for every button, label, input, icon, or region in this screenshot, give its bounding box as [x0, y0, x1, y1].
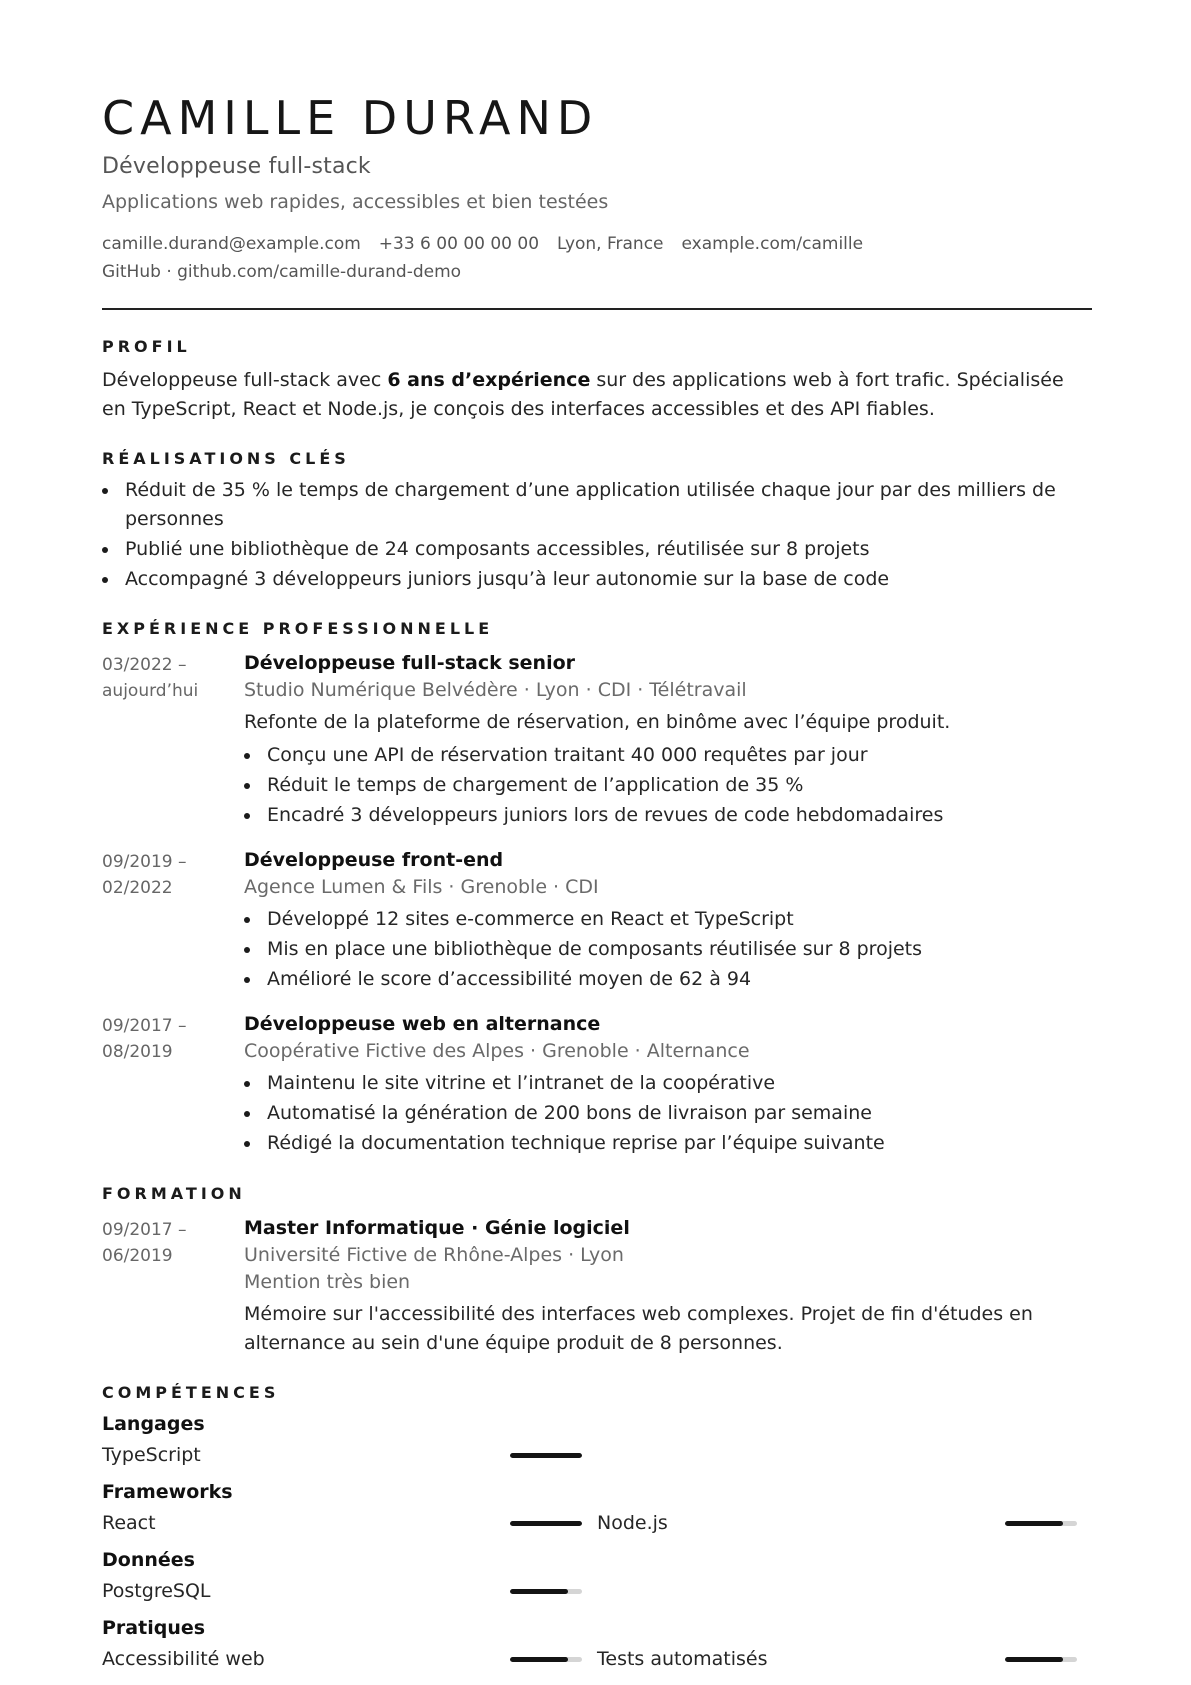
entry-description: Refonte de la plateforme de réservation, en binôme avec l’équipe produit. — [244, 711, 951, 733]
skill-group — [102, 1546, 1092, 1608]
skill-level-bar — [510, 1521, 582, 1526]
section-realisations — [102, 448, 1092, 594]
skill-category: Langages — [102, 1413, 205, 1435]
skill-item — [597, 1512, 1092, 1534]
skill-level-bar — [510, 1589, 582, 1594]
entry-body — [244, 650, 1092, 831]
entry-bullets — [244, 741, 1092, 830]
skill-level-fill — [1005, 1521, 1063, 1526]
skill-level-fill — [1005, 1657, 1063, 1662]
skill-row — [102, 1438, 1092, 1472]
skill-item — [597, 1648, 1092, 1670]
date-end: 02/2022 — [102, 878, 173, 898]
skill-name: React — [102, 1512, 156, 1534]
list-item: Maintenu le site vitrine et l’intranet de la coopérative — [244, 1069, 1092, 1098]
entry-dates — [102, 1011, 244, 1159]
list-item: Développé 12 sites e-commerce en React et TypeScript — [244, 905, 1092, 934]
list-item: Publié une bibliothèque de 24 composants accessibles, réutilisée sur 8 projets — [102, 535, 1092, 564]
skill-item — [102, 1648, 597, 1670]
school-name: Université Fictive de Rhône-Alpes · Lyon — [244, 1244, 624, 1266]
list-item: Réduit de 35 % le temps de chargement d’une application utilisée chaque jour par des milliers de personnes — [102, 476, 1092, 534]
skill-name: Node.js — [597, 1512, 668, 1534]
skill-level-bar — [510, 1453, 582, 1458]
list-item: Mis en place une bibliothèque de composants réutilisée sur 8 projets — [244, 935, 1092, 964]
section-competences — [102, 1382, 1092, 1676]
skill-group — [102, 1410, 1092, 1472]
skill-name: Tests automatisés — [597, 1648, 768, 1670]
section-formation — [102, 1183, 1092, 1358]
list-item: Amélioré le score d’accessibilité moyen de 62 à 94 — [244, 965, 1092, 994]
job-title: Développeuse full-stack — [102, 154, 371, 179]
skill-name: TypeScript — [102, 1444, 201, 1466]
section-experience — [102, 618, 1092, 1159]
skill-category: Données — [102, 1549, 195, 1571]
header-divider — [102, 308, 1092, 310]
experience-entry — [102, 1011, 1092, 1159]
contact-info — [102, 230, 1092, 286]
section-profil — [102, 336, 1092, 424]
skill-level-fill — [510, 1453, 582, 1458]
skill-level-fill — [510, 1657, 568, 1662]
profil-text-end: sur des applications web à fort trafic. Spécialisée en TypeScript, React et Node.js, je conçois des interfaces accessibles et des API fiables. — [102, 369, 1064, 420]
contact-location: Lyon, France — [557, 234, 664, 254]
date-start: 09/2017 – — [102, 1220, 187, 1240]
skill-group — [102, 1614, 1092, 1676]
formation-description: Mémoire sur l'accessibilité des interfaces web complexes. Projet de fin d'études en alternance au sein d'une équipe produit de 8 personnes. — [244, 1303, 1033, 1354]
skill-category: Pratiques — [102, 1617, 206, 1639]
skill-row — [102, 1574, 1092, 1608]
entry-body — [244, 1011, 1092, 1159]
contact-phone[interactable]: +33 6 00 00 00 00 — [378, 234, 540, 254]
list-item: Réduit le temps de chargement de l’application de 35 % — [244, 771, 1092, 800]
section-title-realisations: RÉALISATIONS CLÉS — [102, 449, 350, 468]
skill-level-bar — [1005, 1521, 1077, 1526]
skill-item — [102, 1444, 612, 1466]
skill-item — [102, 1580, 612, 1602]
entry-dates — [102, 847, 244, 995]
skill-name: Accessibilité web — [102, 1648, 265, 1670]
section-title-formation: FORMATION — [102, 1184, 246, 1203]
entry-meta: Studio Numérique Belvédère · Lyon · CDI · Télétravail — [244, 679, 747, 701]
date-end: 06/2019 — [102, 1246, 173, 1266]
skill-level-bar — [510, 1657, 582, 1662]
entry-title: Développeuse front-end — [244, 849, 504, 871]
profil-highlight: 6 ans d’expérience — [387, 369, 591, 391]
section-title-profil: PROFIL — [102, 337, 191, 356]
skill-level-fill — [510, 1589, 568, 1594]
entry-dates — [102, 650, 244, 831]
skill-category: Frameworks — [102, 1481, 233, 1503]
skill-level-fill — [510, 1521, 582, 1526]
entry-dates — [102, 1215, 244, 1358]
skill-row — [102, 1642, 1092, 1676]
candidate-name: CAMILLE DURAND — [102, 91, 599, 145]
skill-name: PostgreSQL — [102, 1580, 211, 1602]
section-title-experience: EXPÉRIENCE PROFESSIONNELLE — [102, 619, 494, 638]
skill-level-bar — [1005, 1657, 1077, 1662]
entry-meta: Coopérative Fictive des Alpes · Grenoble · Alternance — [244, 1040, 750, 1062]
date-start: 09/2019 – — [102, 852, 187, 872]
profil-text-start: Développeuse full-stack avec — [102, 369, 388, 391]
entry-bullets — [244, 1069, 1092, 1158]
entry-body — [244, 847, 1092, 995]
list-item: Encadré 3 développeurs juniors lors de revues de code hebdomadaires — [244, 801, 1092, 830]
date-start: 03/2022 – — [102, 655, 187, 675]
date-end: aujourd’hui — [102, 681, 199, 701]
profil-text — [102, 366, 1092, 424]
skill-item — [102, 1512, 597, 1534]
entry-bullets — [244, 905, 1092, 994]
date-start: 09/2017 – — [102, 1016, 187, 1036]
experience-entry — [102, 847, 1092, 995]
list-item: Automatisé la génération de 200 bons de livraison par semaine — [244, 1099, 1092, 1128]
skill-row — [102, 1506, 1092, 1540]
section-title-competences: COMPÉTENCES — [102, 1383, 280, 1402]
contact-email[interactable]: camille.durand@example.com — [102, 234, 361, 254]
formation-entry — [102, 1215, 1092, 1358]
degree-mention: Mention très bien — [244, 1271, 411, 1293]
entry-title: Développeuse web en alternance — [244, 1013, 601, 1035]
realisations-list — [102, 476, 1092, 594]
skill-group — [102, 1478, 1092, 1540]
list-item: Conçu une API de réservation traitant 40 000 requêtes par jour — [244, 741, 1092, 770]
date-end: 08/2019 — [102, 1042, 173, 1062]
entry-title: Développeuse full-stack senior — [244, 652, 576, 674]
entry-body — [244, 1215, 1092, 1358]
contact-github[interactable]: GitHub · github.com/camille-durand-demo — [102, 262, 462, 282]
list-item: Rédigé la documentation technique reprise par l’équipe suivante — [244, 1129, 1092, 1158]
experience-entry — [102, 650, 1092, 831]
skills-list — [102, 1410, 1092, 1676]
tagline: Applications web rapides, accessibles et bien testées — [102, 191, 609, 213]
resume-content — [102, 88, 1092, 1676]
list-item: Accompagné 3 développeurs juniors jusqu’à leur autonomie sur la base de code — [102, 565, 1092, 594]
degree-title: Master Informatique · Génie logiciel — [244, 1217, 630, 1239]
entry-meta: Agence Lumen & Fils · Grenoble · CDI — [244, 876, 599, 898]
contact-website[interactable]: example.com/camille — [681, 234, 864, 254]
